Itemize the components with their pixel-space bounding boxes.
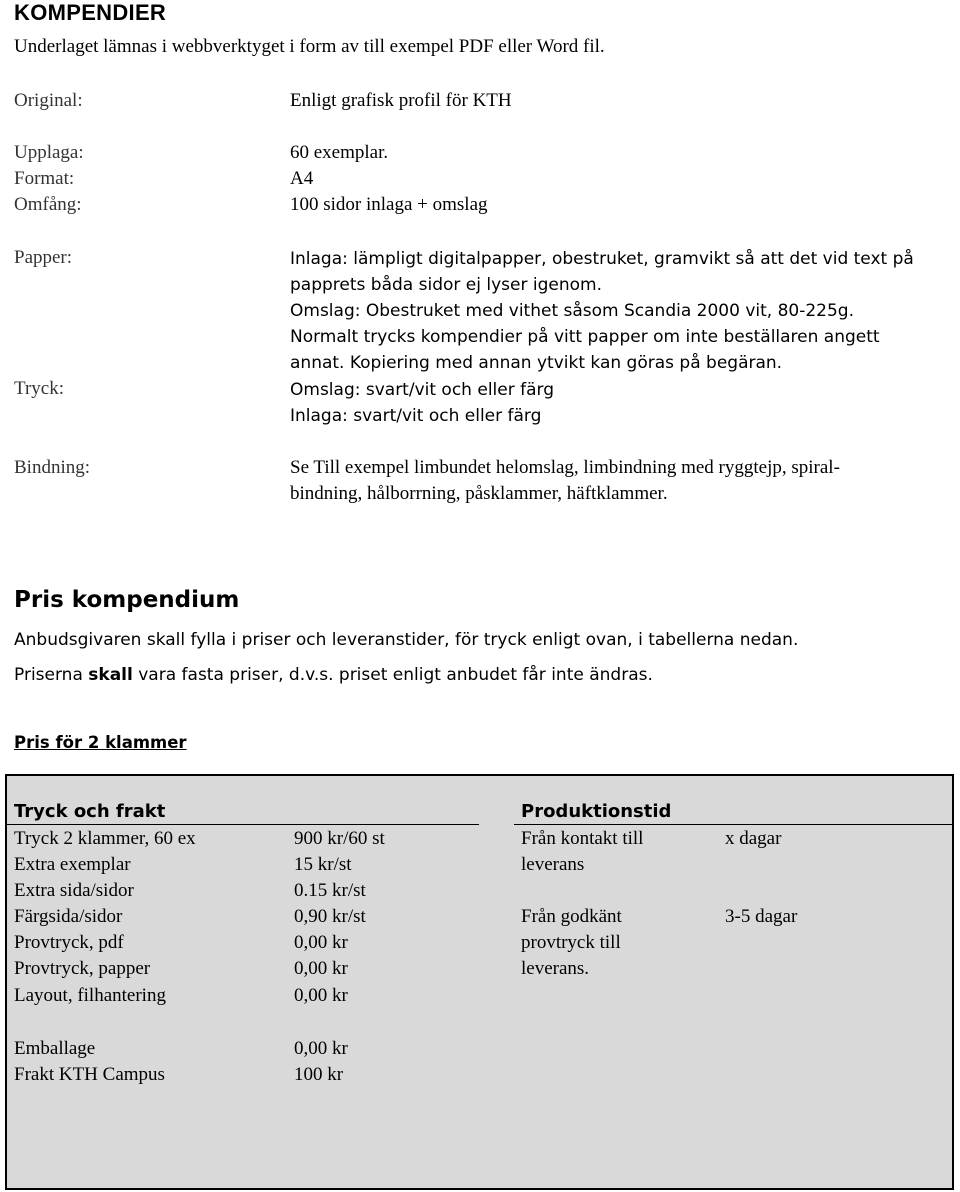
produktionstid-label: leverans [521, 854, 585, 875]
upplaga-label: Upplaga: [14, 142, 84, 163]
omfang-label: Omfång: [14, 194, 82, 215]
table-row-price: 0,00 kr [294, 985, 348, 1006]
tryck-line: Inlaga: svart/vit och eller färg [290, 406, 542, 426]
column-header-tryck: Tryck och frakt [14, 801, 166, 822]
pris-heading: Pris kompendium [14, 587, 240, 613]
pris-paragraph-2: Priserna skall vara fasta priser, d.v.s. priset enligt anbudet får inte ändras. [14, 665, 653, 685]
produktionstid-label: leverans. [521, 958, 590, 979]
table-row-price: 15 kr/st [294, 854, 352, 875]
table-row-price: 900 kr/60 st [294, 828, 385, 849]
papper-line: Inlaga: lämpligt digitalpapper, obestruket, gramvikt så att det vid text på [290, 249, 914, 269]
table-row-item: Extra sida/sidor [14, 880, 134, 901]
table-row-item: Provtryck, pdf [14, 932, 124, 953]
table-row-price: 0,00 kr [294, 932, 348, 953]
produktionstid-label: Från godkänt [521, 906, 622, 927]
papper-line: Normalt trycks kompendier på vitt papper om inte beställaren angett [290, 327, 880, 347]
papper-label: Papper: [14, 247, 73, 268]
table-row-price: 0.15 kr/st [294, 880, 366, 901]
table-row-item: Färgsida/sidor [14, 906, 123, 927]
omfang-value: 100 sidor inlaga + omslag [290, 194, 488, 215]
pris-paragraph-1: Anbudsgivaren skall fylla i priser och leveranstider, för tryck enligt ovan, i tabellerna nedan. [14, 630, 799, 650]
papper-line: Omslag: Obestruket med vithet såsom Scandia 2000 vit, 80-225g. [290, 301, 855, 321]
original-label: Original: [14, 90, 83, 111]
table-row-item: Extra exemplar [14, 854, 131, 875]
papper-line: annat. Kopiering med annan ytvikt kan göras på begäran. [290, 353, 783, 373]
table-row-item: Layout, filhantering [14, 985, 166, 1006]
table-row-item: Frakt KTH Campus [14, 1064, 165, 1085]
column-header-produktionstid: Produktionstid [521, 801, 672, 822]
header-divider [514, 824, 952, 825]
format-value: A4 [290, 168, 314, 189]
bindning-line: Se Till exempel limbundet helomslag, limbindning med ryggtejp, spiral- [290, 457, 840, 478]
tryck-line: Omslag: svart/vit och eller färg [290, 380, 554, 400]
header-divider [7, 824, 479, 825]
emphasis-skall: skall [88, 665, 133, 685]
table-row-price: 100 kr [294, 1064, 344, 1085]
table-row-price: 0,00 kr [294, 958, 348, 979]
bindning-line: bindning, hålborrning, påsklammer, häftklammer. [290, 483, 668, 504]
intro-text: Underlaget lämnas i webbverktyget i form av till exempel PDF eller Word fil. [14, 36, 605, 57]
table-row-item: Emballage [14, 1038, 96, 1059]
table-row-item: Provtryck, papper [14, 958, 151, 979]
produktionstid-value: 3-5 dagar [725, 906, 798, 927]
page-title: KOMPENDIER [14, 0, 167, 25]
table-row-price: 0,90 kr/st [294, 906, 366, 927]
produktionstid-label: provtryck till [521, 932, 621, 953]
table-row-item: Tryck 2 klammer, 60 ex [14, 828, 196, 849]
bindning-label: Bindning: [14, 457, 91, 478]
klammer-heading: Pris för 2 klammer [14, 733, 187, 752]
tryck-label: Tryck: [14, 378, 64, 399]
table-row-price: 0,00 kr [294, 1038, 348, 1059]
upplaga-value: 60 exemplar. [290, 142, 389, 163]
produktionstid-value: x dagar [725, 828, 782, 849]
papper-line: papprets båda sidor ej lyser igenom. [290, 275, 602, 295]
original-value: Enligt grafisk profil för KTH [290, 90, 512, 111]
produktionstid-label: Från kontakt till [521, 828, 644, 849]
format-label: Format: [14, 168, 75, 189]
